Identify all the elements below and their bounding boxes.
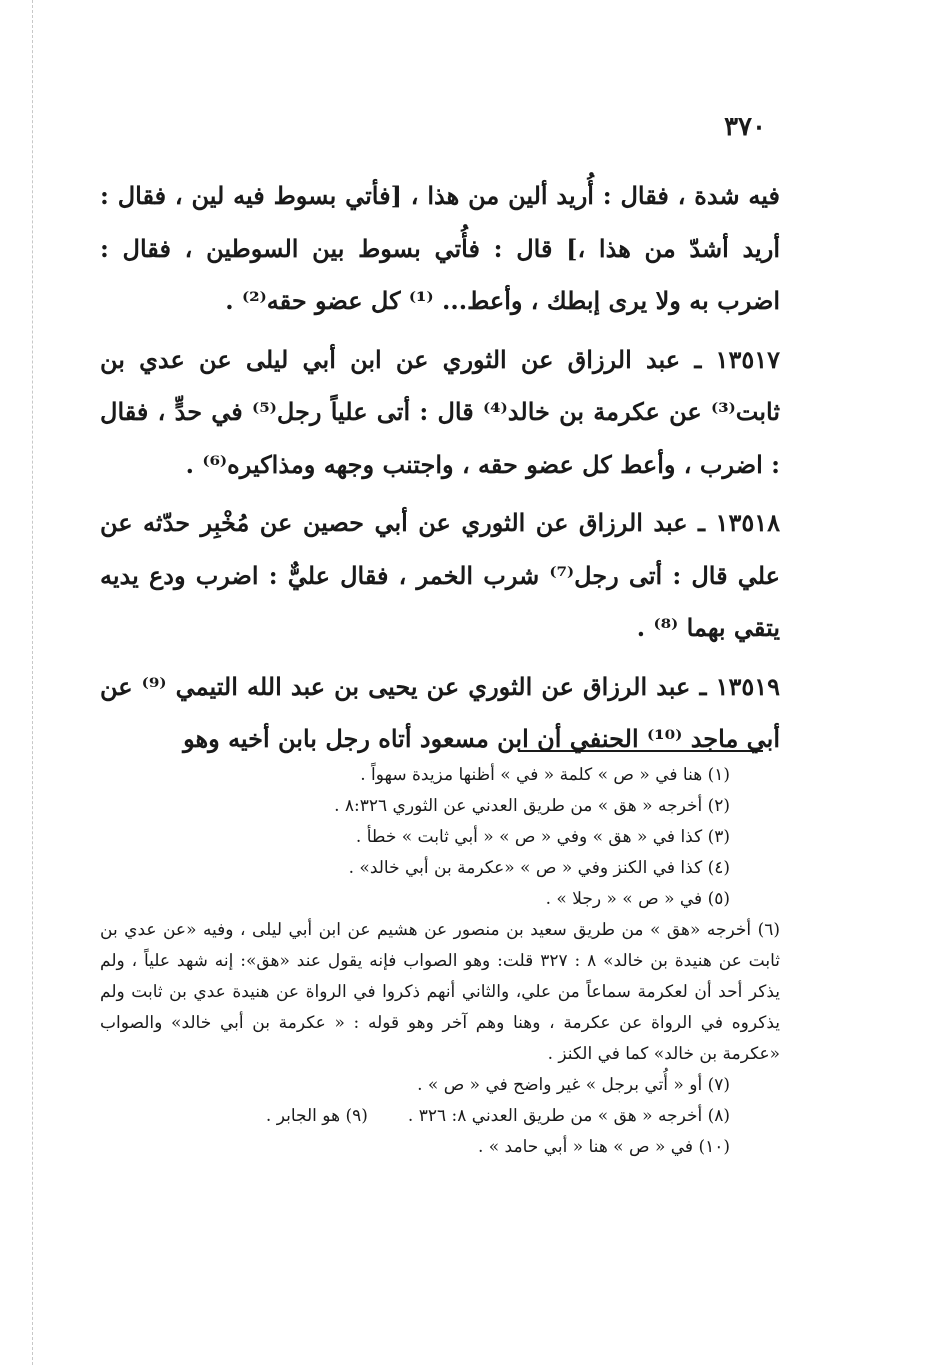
footnote-6: (٦) أخرجه «هق » من طريق سعيد بن منصور عن هشيم عن ابن أبي ليلى ، وفيه «عن عدي بن ثابت عن هنيدة بن خالد» ٨ : ٣٢٧ قلت: وهو الصواب فإنه يقول عند «هق»: إنه شهد علياً ، ولم يذكر أحد أن لعكرمة سماعاً من علي، والثاني أنهم ذكروا في الرواة عن هنيدة عدي بن ثابت ولم يذكروه في الرواة عن عكرمة ، وهنا وهم آخر وهو قوله : « عكرمة بن أبي خالد» والصواب «عكرمة بن خالد» كما في الكنز . bbox=[100, 920, 780, 1064]
page-number: ٣٧٠ bbox=[724, 112, 766, 142]
footnote-8-9 bbox=[100, 1101, 780, 1132]
footnote-1: (١) هنا في « ص » كلمة « في » أظنها مزيدة سهواً . bbox=[360, 765, 730, 785]
paragraph-continuation: فيه شدة ، فقال : أُريد ألين من هذا ، [فأتي بسوط فيه لين ، فقال : أريد أشدّ من هذا ،] قال : فأُتي بسوط بين السوطين ، فقال : اضرب به ولا يرى إبطك ، وأعط... ⁽¹⁾ كل عضو حقه⁽²⁾ . bbox=[100, 181, 780, 315]
footnote-7: (٧) أو « أُتي برجل » غير واضح في « ص » . bbox=[417, 1075, 730, 1095]
footnote-9: (٩) هو الجابر . bbox=[265, 1106, 368, 1126]
hadith-13517: ١٣٥١٧ ـ عبد الرزاق عن الثوري عن ابن أبي ليلى عن عدي بن ثابت⁽³⁾ عن عكرمة بن خالد⁽⁴⁾ قال : أتى علياً رجل⁽⁵⁾ في حدٍّ ، فقال : اضرب ، وأعط كل عضو حقه ، واجتنب وجهه ومذاكيره⁽⁶⁾ . bbox=[100, 344, 780, 479]
footnote-4: (٤) كذا في الكنز وفي « ص » «عكرمة بن أبي خالد» . bbox=[348, 858, 730, 878]
footnote-5: (٥) في « ص » « رجلا » . bbox=[545, 889, 730, 909]
footnote-10: (١٠) في « ص » هنا « أبي حامد » . bbox=[477, 1137, 730, 1157]
footnote-2: (٢) أخرجه « هق » من طريق العدني عن الثوري ٨:٣٢٦ . bbox=[334, 796, 730, 816]
footnote-3: (٣) كذا في « هق » وفي « ص » « أبي ثابت » خطأ . bbox=[355, 827, 730, 847]
footnote-separator bbox=[518, 750, 763, 752]
page-edge-divider bbox=[32, 0, 33, 1365]
main-text bbox=[100, 170, 780, 772]
footnote-8: (٨) أخرجه « هق » من طريق العدني ٨: ٣٢٦ . bbox=[407, 1106, 730, 1126]
footnotes bbox=[100, 760, 780, 1163]
hadith-13519: ١٣٥١٩ ـ عبد الرزاق عن الثوري عن يحيى بن عبد الله التيمي ⁽⁹⁾ عن أبي ماجد ⁽¹⁰⁾ الحنفي أن ابن مسعود أتاه رجل بابن أخيه وهو bbox=[100, 671, 781, 753]
hadith-13518: ١٣٥١٨ ـ عبد الرزاق عن الثوري عن أبي حصين عن مُخْبِر حدّثه عن علي قال : أتى رجل⁽⁷⁾ شرب الخمر ، فقال عليٌّ : اضرب ودع يديه يتقي بهما ⁽⁸⁾ . bbox=[100, 508, 780, 642]
